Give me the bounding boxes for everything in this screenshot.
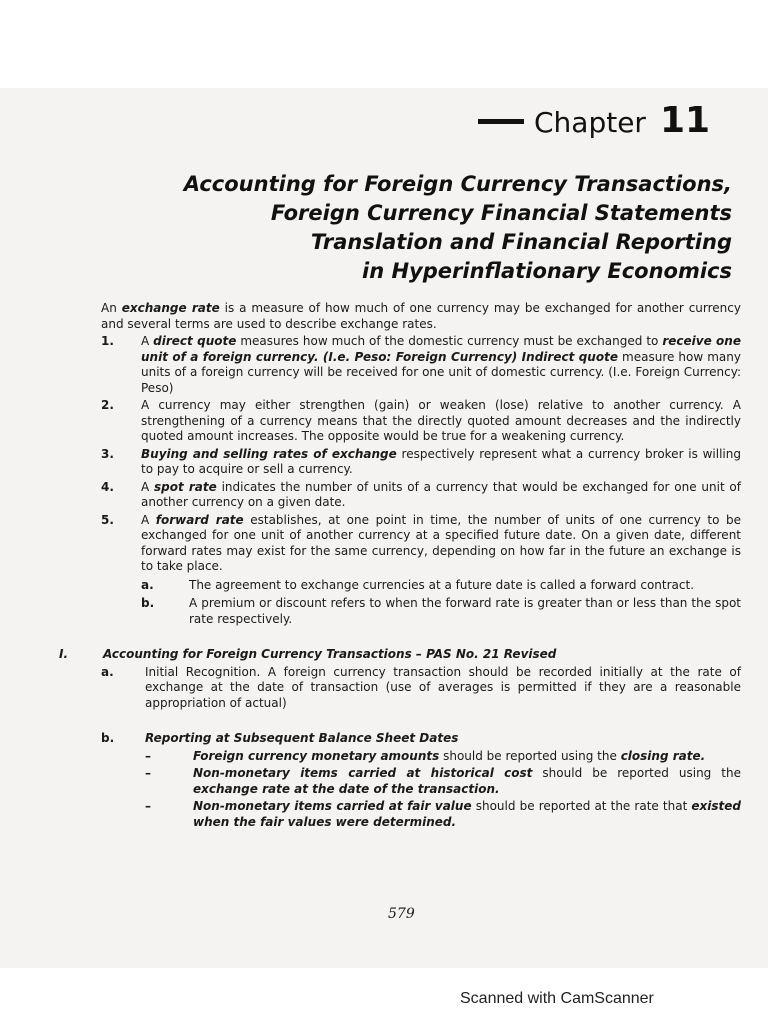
list-item xyxy=(101,447,741,478)
list-item xyxy=(101,334,741,396)
dash-mark: – xyxy=(145,799,151,813)
dash-term: Non-monetary items carried at fair value xyxy=(193,799,472,813)
item-text xyxy=(141,334,741,396)
dash-mid: should be reported using the xyxy=(439,748,621,763)
title-line: Foreign Currency Financial Statements xyxy=(270,201,732,225)
sub-item-text: A premium or discount refers to when the forward rate is greater than or less than the spot rate respectively. xyxy=(189,596,741,626)
item-post: establishes, at one point in time, the number of units of one currency to be exchanged for one unit of another currency at a specified future date. On a given date, different forward rates may exist for the same currency, depending on how far in the future an exchange is to take place. xyxy=(141,512,741,573)
scanner-watermark: Scanned with CamScanner xyxy=(460,990,654,1007)
dash-mid: should be reported at the rate that xyxy=(471,799,692,813)
title-line: Translation and Financial Reporting xyxy=(310,230,732,254)
sub-item-text: The agreement to exchange currencies at a future date is called a forward contract. xyxy=(189,577,695,592)
title-line: Accounting for Foreign Currency Transactions, xyxy=(183,172,732,196)
list-item xyxy=(101,398,741,445)
item-pre: A xyxy=(141,334,154,348)
dash-text xyxy=(193,766,741,797)
item-term2: receive one unit of a foreign currency. (I.e. Peso: Foreign Currency) Indirect quote xyxy=(141,334,741,364)
list-item xyxy=(101,480,741,511)
item-number: 5. xyxy=(101,512,114,527)
intro-term: exchange rate xyxy=(121,301,220,315)
chapter-number: 11 xyxy=(659,100,711,141)
item-text xyxy=(141,447,741,478)
title-line: in Hyperinflationary Economics xyxy=(362,259,732,283)
dash-term2: closing rate. xyxy=(620,748,706,763)
item-pre: A xyxy=(141,512,156,527)
intro-post: is a measure of how much of one currency may be exchanged for another currency and several terms are used to describe exchange rates. xyxy=(101,301,741,331)
chapter-dash xyxy=(478,119,524,124)
dash-term: Non-monetary items carried at historical cost xyxy=(193,766,533,780)
item-number: 2. xyxy=(101,398,114,412)
section-item-text: Initial Recognition. A foreign currency transaction should be recorded initially at the rate of exchange at the date of transaction (use of averages is permitted if they are a reasonable appropriation of actual) xyxy=(145,664,741,710)
item-text xyxy=(141,480,741,511)
dash-term2: exchange rate at the date of the transaction. xyxy=(193,781,500,796)
list-item xyxy=(101,513,741,575)
dash-item xyxy=(145,799,741,830)
chapter-heading xyxy=(478,100,710,141)
dash-term: Foreign currency monetary amounts xyxy=(193,748,440,763)
section-heading xyxy=(59,647,741,663)
section-item-letter: b. xyxy=(101,731,115,745)
dash-term2: existed when the fair values were determined. xyxy=(193,799,742,829)
item-term: direct quote xyxy=(153,334,237,348)
body-text xyxy=(59,301,742,830)
item-text xyxy=(141,513,741,575)
item-term: forward rate xyxy=(155,512,244,527)
dash-item xyxy=(145,749,741,765)
section-item-heading: Reporting at Subsequent Balance Sheet Dates xyxy=(145,731,459,745)
chapter-title xyxy=(92,170,732,286)
section-item-a xyxy=(101,665,741,712)
sub-item xyxy=(141,578,741,594)
page-number: 579 xyxy=(388,906,415,922)
section-item-letter: a. xyxy=(101,664,114,679)
chapter-label: Chapter xyxy=(534,106,646,139)
dash-mark: – xyxy=(145,766,151,780)
item-number: 4. xyxy=(101,479,114,494)
item-post: measure how many units of a foreign currency will be received for one unit of domestic currency. (I.e. Foreign Currency: Peso) xyxy=(141,349,741,395)
dash-mark: – xyxy=(145,748,151,763)
sub-list xyxy=(141,578,741,628)
section-title: Accounting for Foreign Currency Transactions – PAS No. 21 Revised xyxy=(103,647,557,661)
item-pre: A xyxy=(141,479,155,494)
sub-item-letter: b. xyxy=(141,596,155,610)
dash-text xyxy=(193,749,741,765)
item-number: 1. xyxy=(101,334,114,348)
intro-pre: An xyxy=(101,301,122,315)
intro-paragraph xyxy=(101,301,741,332)
section-item-b xyxy=(101,731,741,747)
dash-text xyxy=(193,799,741,830)
dash-mid: should be reported using the xyxy=(532,766,741,780)
item-text: A currency may either strengthen (gain) or weaken (lose) relative to another currency. A strengthening of a currency means that the directly quoted amount decreases and the indirectly quoted amount increases. The opposite would be true for a weakening currency. xyxy=(141,398,741,443)
item-post: indicates the number of units of a currency that would be exchanged for one unit of another currency on a given date. xyxy=(141,479,742,509)
sub-item xyxy=(141,596,741,627)
dash-item xyxy=(145,766,741,797)
item-term: spot rate xyxy=(154,479,217,494)
item-term: Buying and selling rates of exchange xyxy=(141,446,397,461)
sub-item-letter: a. xyxy=(141,577,154,592)
item-mid: measures how much of the domestic currency must be exchanged to xyxy=(236,334,663,348)
section-number: I. xyxy=(59,647,69,661)
item-number: 3. xyxy=(101,446,114,461)
item-post: respectively represent what a currency broker is willing to pay to acquire or sell a currency. xyxy=(141,446,741,476)
